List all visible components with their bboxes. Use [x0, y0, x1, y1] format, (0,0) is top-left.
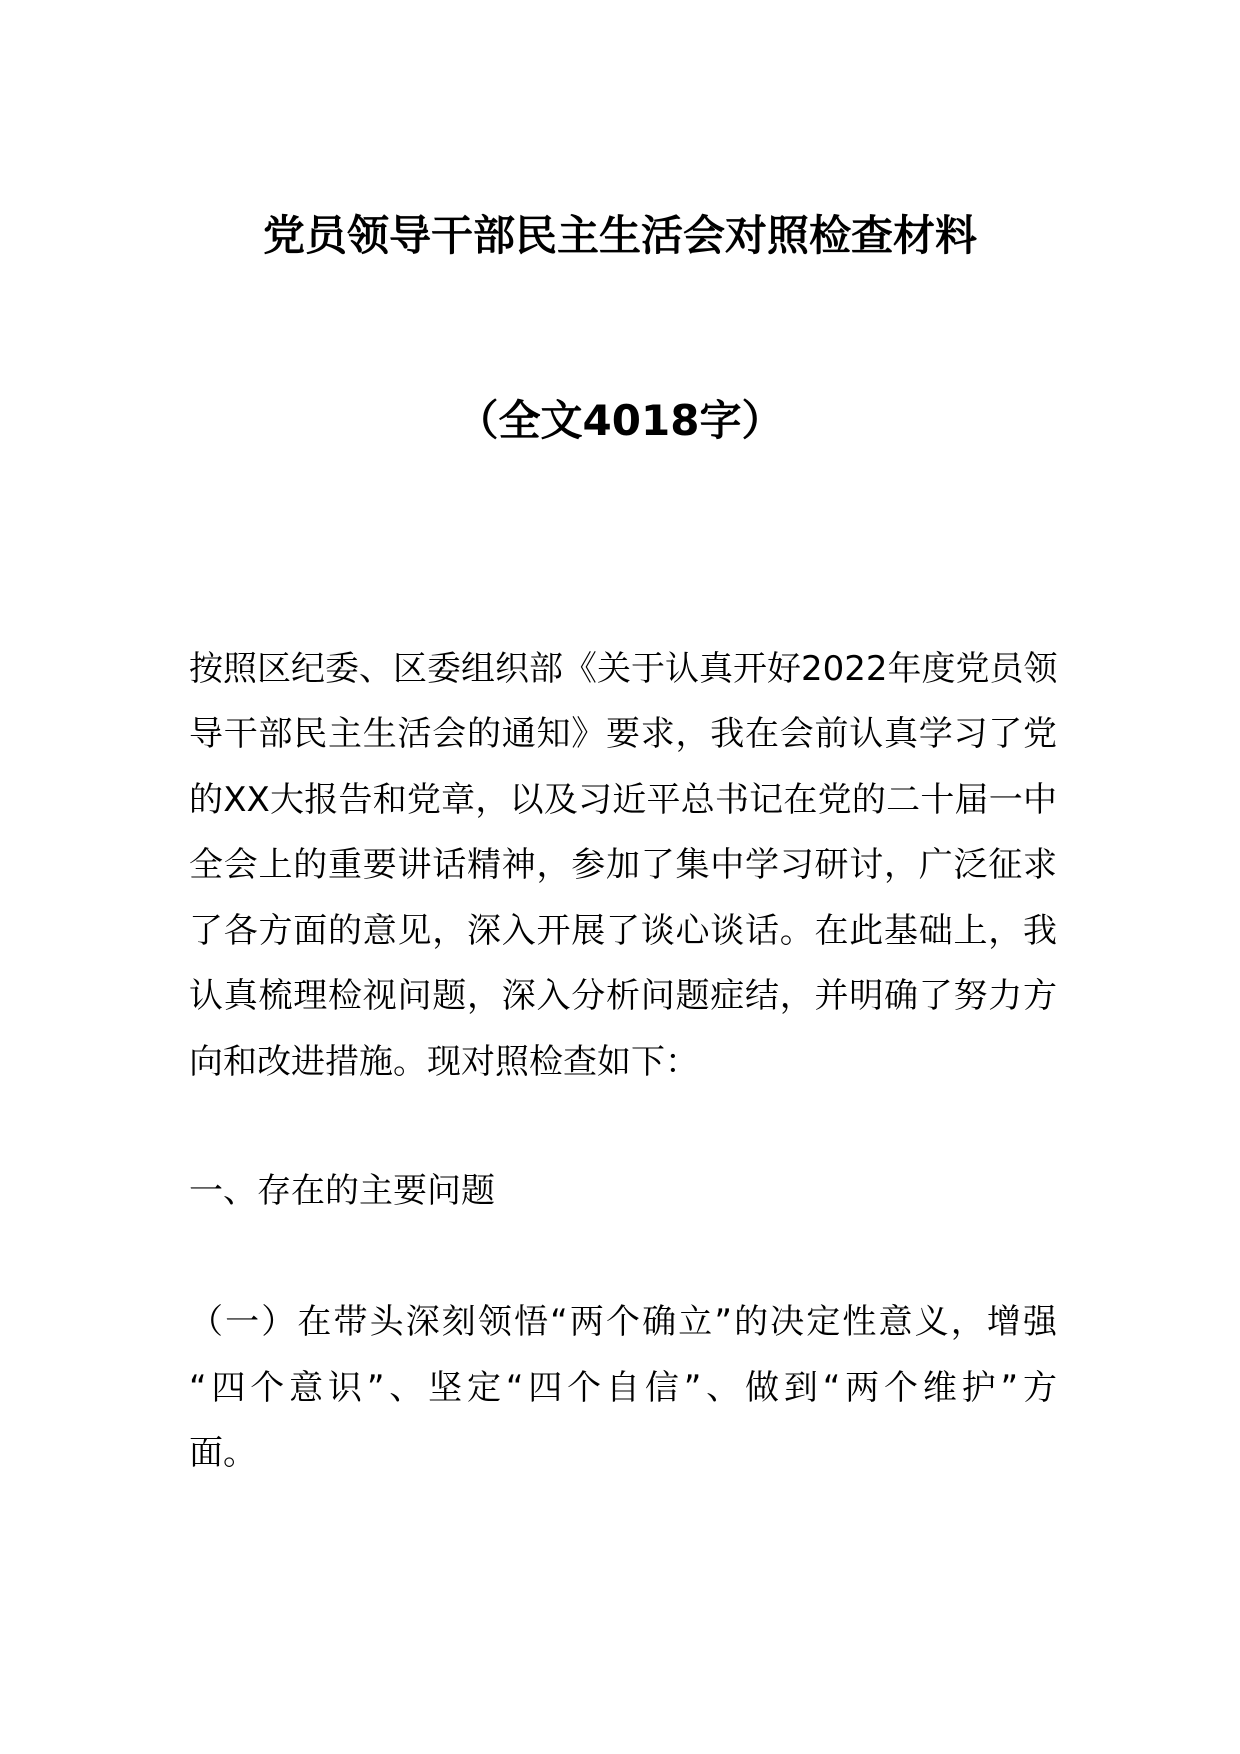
- document-title: 党员领导干部民主生活会对照检查材料: [262, 211, 977, 260]
- paragraph-line: 了各方面的意见，深入开展了谈心谈话。在此基础上，我: [189, 911, 1057, 951]
- paragraph-line: （一）在带头深刻领悟“两个确立”的决定性意义，增强: [189, 1302, 1057, 1342]
- paragraph-line: 认真梳理检视问题，深入分析问题症结，并明确了努力方: [189, 976, 1057, 1016]
- document-subtitle: （全文4018字）: [456, 396, 784, 445]
- paragraph-line: 的XX大报告和党章，以及习近平总书记在党的二十届一中: [189, 780, 1057, 820]
- paragraph-line: 按照区纪委、区委组织部《关于认真开好2022年度党员领: [189, 649, 1058, 689]
- section-heading: 一、存在的主要问题: [189, 1171, 495, 1211]
- paragraph-line: 面。: [189, 1433, 257, 1473]
- paragraph-line: 导干部民主生活会的通知》要求，我在会前认真学习了党: [189, 714, 1057, 754]
- paragraph-line: “四个意识”、坚定“四个自信”、做到“两个维护”方: [189, 1368, 1057, 1408]
- paragraph-line: 向和改进措施。现对照检查如下：: [189, 1042, 699, 1082]
- paragraph-line: 全会上的重要讲话精神，参加了集中学习研讨，广泛征求: [189, 845, 1057, 885]
